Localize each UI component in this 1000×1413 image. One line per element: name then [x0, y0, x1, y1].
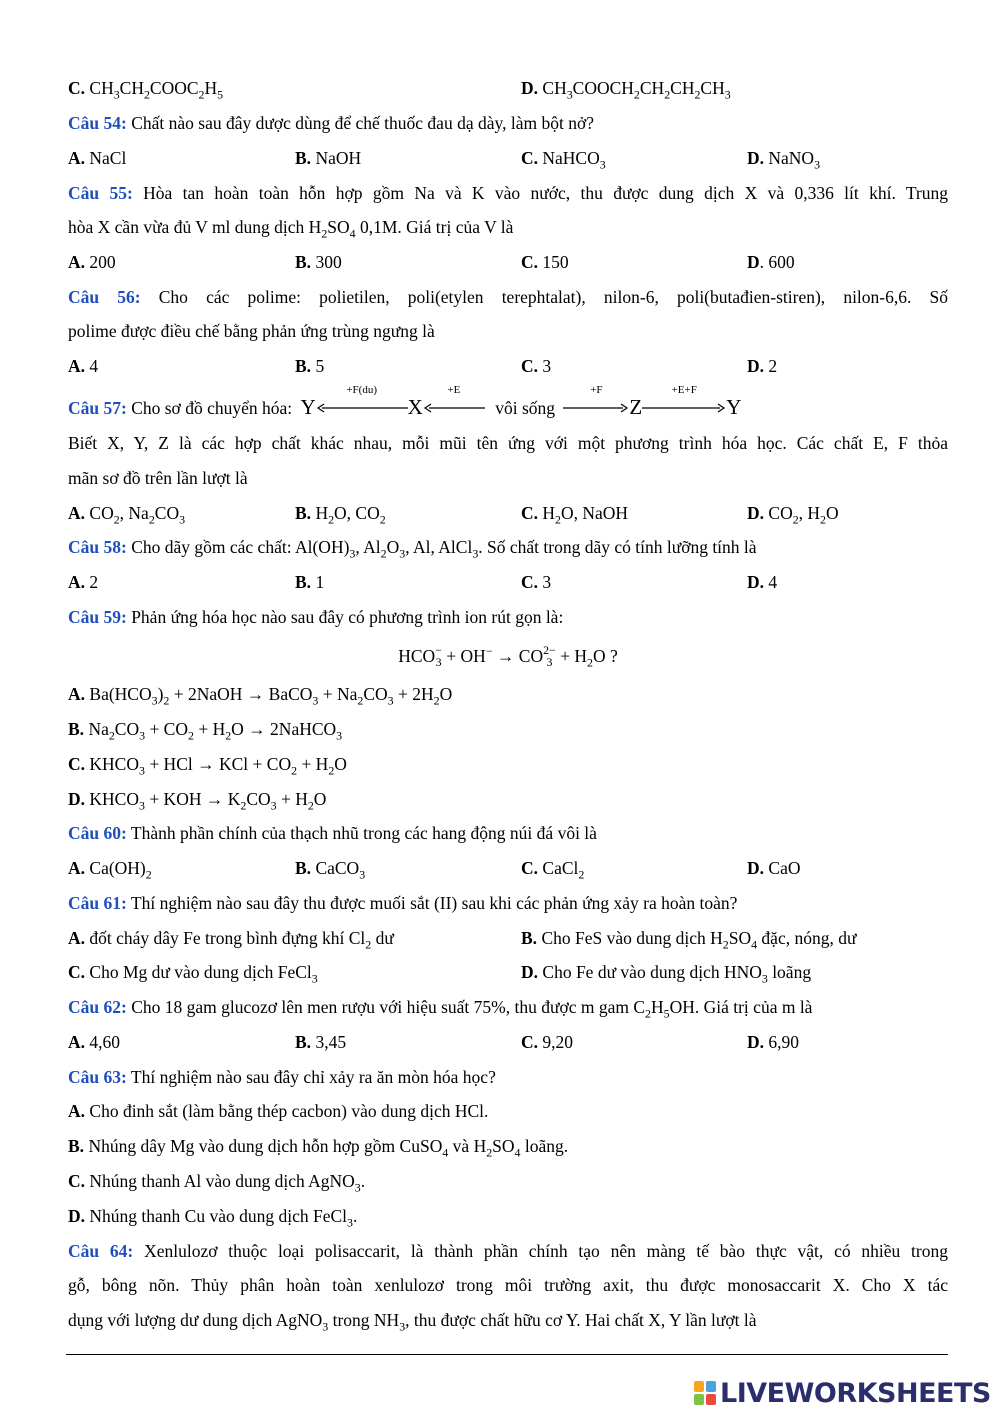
q60-stem [68, 821, 948, 845]
q54-option-b: B. NaOH [295, 148, 362, 168]
liveworksheets-logo-text: LIVEWORKSHEETS [720, 1377, 991, 1409]
q60-option-c: C. CaCl$_2$ [521, 858, 585, 882]
q56-number: Câu 56: [68, 287, 141, 307]
q56-option-c: C. 3 [521, 356, 552, 376]
q57-stem [68, 384, 948, 420]
left-arrow-icon [423, 402, 485, 414]
arrow-left-1: +F(du) [316, 396, 408, 420]
right-arrow-icon [563, 402, 629, 414]
q57-number: Câu 57: [68, 398, 127, 418]
q61-number: Câu 61: [68, 893, 127, 913]
q57-option-c: C. $H_2O$, NaOH [521, 503, 629, 527]
q56-stem-line2: polime được điều chế bằng phản ứng trùng ngưng là [68, 321, 435, 341]
q57-option-a: A. $CO_2$, $Na_2CO_3$ [68, 503, 186, 527]
liveworksheets-logo-icon [694, 1381, 716, 1405]
scheme-z: Z [629, 395, 643, 419]
q60-number: Câu 60: [68, 823, 127, 843]
q54-option-d: D. NaNO$_3$ [747, 148, 821, 172]
q59-option-a: A. $Ba(HCO_3)_2$ + 2NaOH → BaCO$_3$ + $Na_2CO_3 + 2H_2O$ [68, 684, 453, 708]
q59-text: Phản ứng hóa học nào sau đây có phương trình ion rút gọn là: [131, 607, 564, 627]
q59-option-d: D. $KHCO_3$ + KOH → $K_2CO_3 + H_2O$ [68, 789, 327, 813]
q62-option-c: C. 9,20 [521, 1032, 574, 1052]
q63-number: Câu 63: [68, 1067, 127, 1087]
liveworksheets-logo [694, 1378, 991, 1408]
q61-option-b: B. Cho FeS vào dung dịch $H_2SO_4$ đặc, nóng, dư [521, 928, 857, 952]
q57-option-d: D. $CO_2$, $H_2O$ [747, 503, 839, 527]
q55-option-b: B. 300 [295, 252, 342, 272]
q60-option-a: A. $Ca(OH)_2$ [68, 858, 152, 882]
q63-option-a: A. Cho đinh sắt (làm bằng thép cacbon) vào dung dịch HCl. [68, 1101, 489, 1121]
q55-stem-line2: hòa X cần vừa đủ V ml dung dịch $H_2SO_4$ 0,1M. Giá trị của V là [68, 217, 514, 241]
q56-stem-line1 [68, 285, 948, 309]
arrow-right-1: +F [563, 396, 629, 420]
q59-ionic-equation: HCO − 3 + OH− → CO 2− 3 + $H_2O$ ? [398, 643, 618, 670]
q62-text: Cho 18 gam glucozơ lên men rượu với hiệu suất 75%, thu được m gam $C_2H_5OH$. Giá trị của m là [131, 997, 813, 1021]
q58-option-b: B. 1 [295, 572, 325, 592]
q62-option-b: B. 3,45 [295, 1032, 347, 1052]
footer-divider [66, 1354, 948, 1355]
q55-number: Câu 55: [68, 183, 133, 203]
q54-option-c: C. NaHCO$_3$ [521, 148, 606, 172]
q59-option-c: C. $KHCO_3$ + HCl → KCl + $CO_2 + H_2O$ [68, 754, 347, 778]
q60-option-b: B. CaCO$_3$ [295, 858, 366, 882]
q56-option-d: D. 2 [747, 356, 778, 376]
q59-stem [68, 605, 948, 629]
q63-option-d: D. Nhúng thanh Cu vào dung dịch FeCl$_3$. [68, 1206, 358, 1230]
q60-option-d: D. CaO [747, 858, 801, 878]
q62-option-d: D. 6,90 [747, 1032, 800, 1052]
q64-text-1: Xenlulozơ thuộc loại polisaccarit, là thành phần chính tạo nên màng tế bào thực vật, có nhiều trong [144, 1241, 949, 1261]
q62-number: Câu 62: [68, 997, 127, 1017]
scheme-x: X [407, 395, 423, 419]
left-arrow-icon [316, 402, 408, 414]
q56-option-b: B. 5 [295, 356, 325, 376]
q55-option-d: D. 600 [747, 252, 795, 272]
q63-stem [68, 1065, 948, 1089]
q58-option-c: C. 3 [521, 572, 552, 592]
right-arrow-icon [642, 402, 726, 414]
q57-intro: Cho sơ đồ chuyển hóa: [131, 398, 293, 418]
q58-text: Cho dãy gồm các chất: $Al(OH)_3$, $Al_2O_3$, Al, AlCl$_3$. Số chất trong dãy có tính lưỡng tính là [131, 537, 757, 561]
q53-option-d: D. $CH_3COOCH_2CH_2CH_2CH_3$ [521, 78, 731, 102]
q63-option-c: C. Nhúng thanh Al vào dung dịch AgNO$_3$. [68, 1171, 366, 1195]
q61-text: Thí nghiệm nào sau đây thu được muối sắt (II) sau khi các phản ứng xảy ra hoàn toàn? [130, 893, 738, 913]
q64-stem-line1 [68, 1239, 948, 1263]
q63-option-b: B. Nhúng dây Mg vào dung dịch hỗn hợp gồm CuSO$_4$ và $H_2SO_4$ loãng. [68, 1136, 569, 1160]
q58-option-d: D. 4 [747, 572, 778, 592]
q61-option-c: C. Cho Mg dư vào dung dịch FeCl$_3$ [68, 962, 318, 986]
q56-text-1: Cho các polime: polietilen, poli(etylen terephtalat), nilon-6, poli(butađien-stiren), nilon-6,6. Số [158, 287, 949, 307]
q54-stem [68, 111, 948, 135]
q64-stem-line3: dụng với lượng dư dung dịch AgNO$_3$ trong $NH_3$, thu được chất hữu cơ Y. Hai chất X, Y lần lượt là [68, 1310, 757, 1334]
q61-option-a: A. đốt cháy dây Fe trong bình đựng khí $Cl_2$ dư [68, 928, 394, 952]
q54-option-a: A. NaCl [68, 148, 127, 168]
scheme-y2: Y [726, 395, 742, 419]
q55-text-1: Hòa tan hoàn toàn hỗn hợp gồm Na và K vào nước, thu được dung dịch X và 0,336 lít khí. Trung [143, 183, 948, 203]
q53-option-c: C. $CH_3CH_2COOC_2H_5$ [68, 78, 224, 102]
q62-option-a: A. 4,60 [68, 1032, 121, 1052]
q55-stem-line1 [68, 181, 948, 205]
scheme-y: Y [300, 395, 316, 419]
arrow-left-2: +E [423, 396, 485, 420]
q54-number: Câu 54: [68, 113, 127, 133]
q62-stem [68, 995, 948, 1019]
arrow-right-2: +E+F [642, 396, 726, 420]
q57-line1: Biết X, Y, Z là các hợp chất khác nhau, mỗi mũi tên ứng với một phương trình hóa học. Các chất E, F thỏa [68, 433, 948, 453]
q56-option-a: A. 4 [68, 356, 99, 376]
q61-stem [68, 891, 948, 915]
q57-line2: mãn sơ đồ trên lần lượt là [68, 468, 248, 488]
q58-stem [68, 535, 948, 559]
q58-number: Câu 58: [68, 537, 127, 557]
q64-stem-line2: gỗ, bông nõn. Thủy phân hoàn toàn xenlulozơ trong môi trường axit, thu được monosaccarit X. Cho X tác [68, 1275, 948, 1295]
q54-text: Chất nào sau đây dược dùng để chế thuốc đau dạ dày, làm bột nở? [131, 113, 594, 133]
q58-option-a: A. 2 [68, 572, 99, 592]
q57-option-b: B. $H_2O$, $CO_2$ [295, 503, 386, 527]
q55-option-c: C. 150 [521, 252, 569, 272]
scheme-voi-song: vôi sống [495, 398, 556, 418]
q64-number: Câu 64: [68, 1241, 134, 1261]
q59-number: Câu 59: [68, 607, 127, 627]
q61-option-d: D. Cho Fe dư vào dung dịch $HNO_3$ loãng [521, 962, 812, 986]
q59-option-b: B. $Na_2CO_3 + CO_2 + H_2O$ → 2NaHCO$_3$ [68, 719, 343, 743]
q60-text: Thành phần chính của thạch nhũ trong các hang động núi đá vôi là [130, 823, 597, 843]
q55-option-a: A. 200 [68, 252, 116, 272]
q63-text: Thí nghiệm nào sau đây chỉ xảy ra ăn mòn hóa học? [130, 1067, 496, 1087]
